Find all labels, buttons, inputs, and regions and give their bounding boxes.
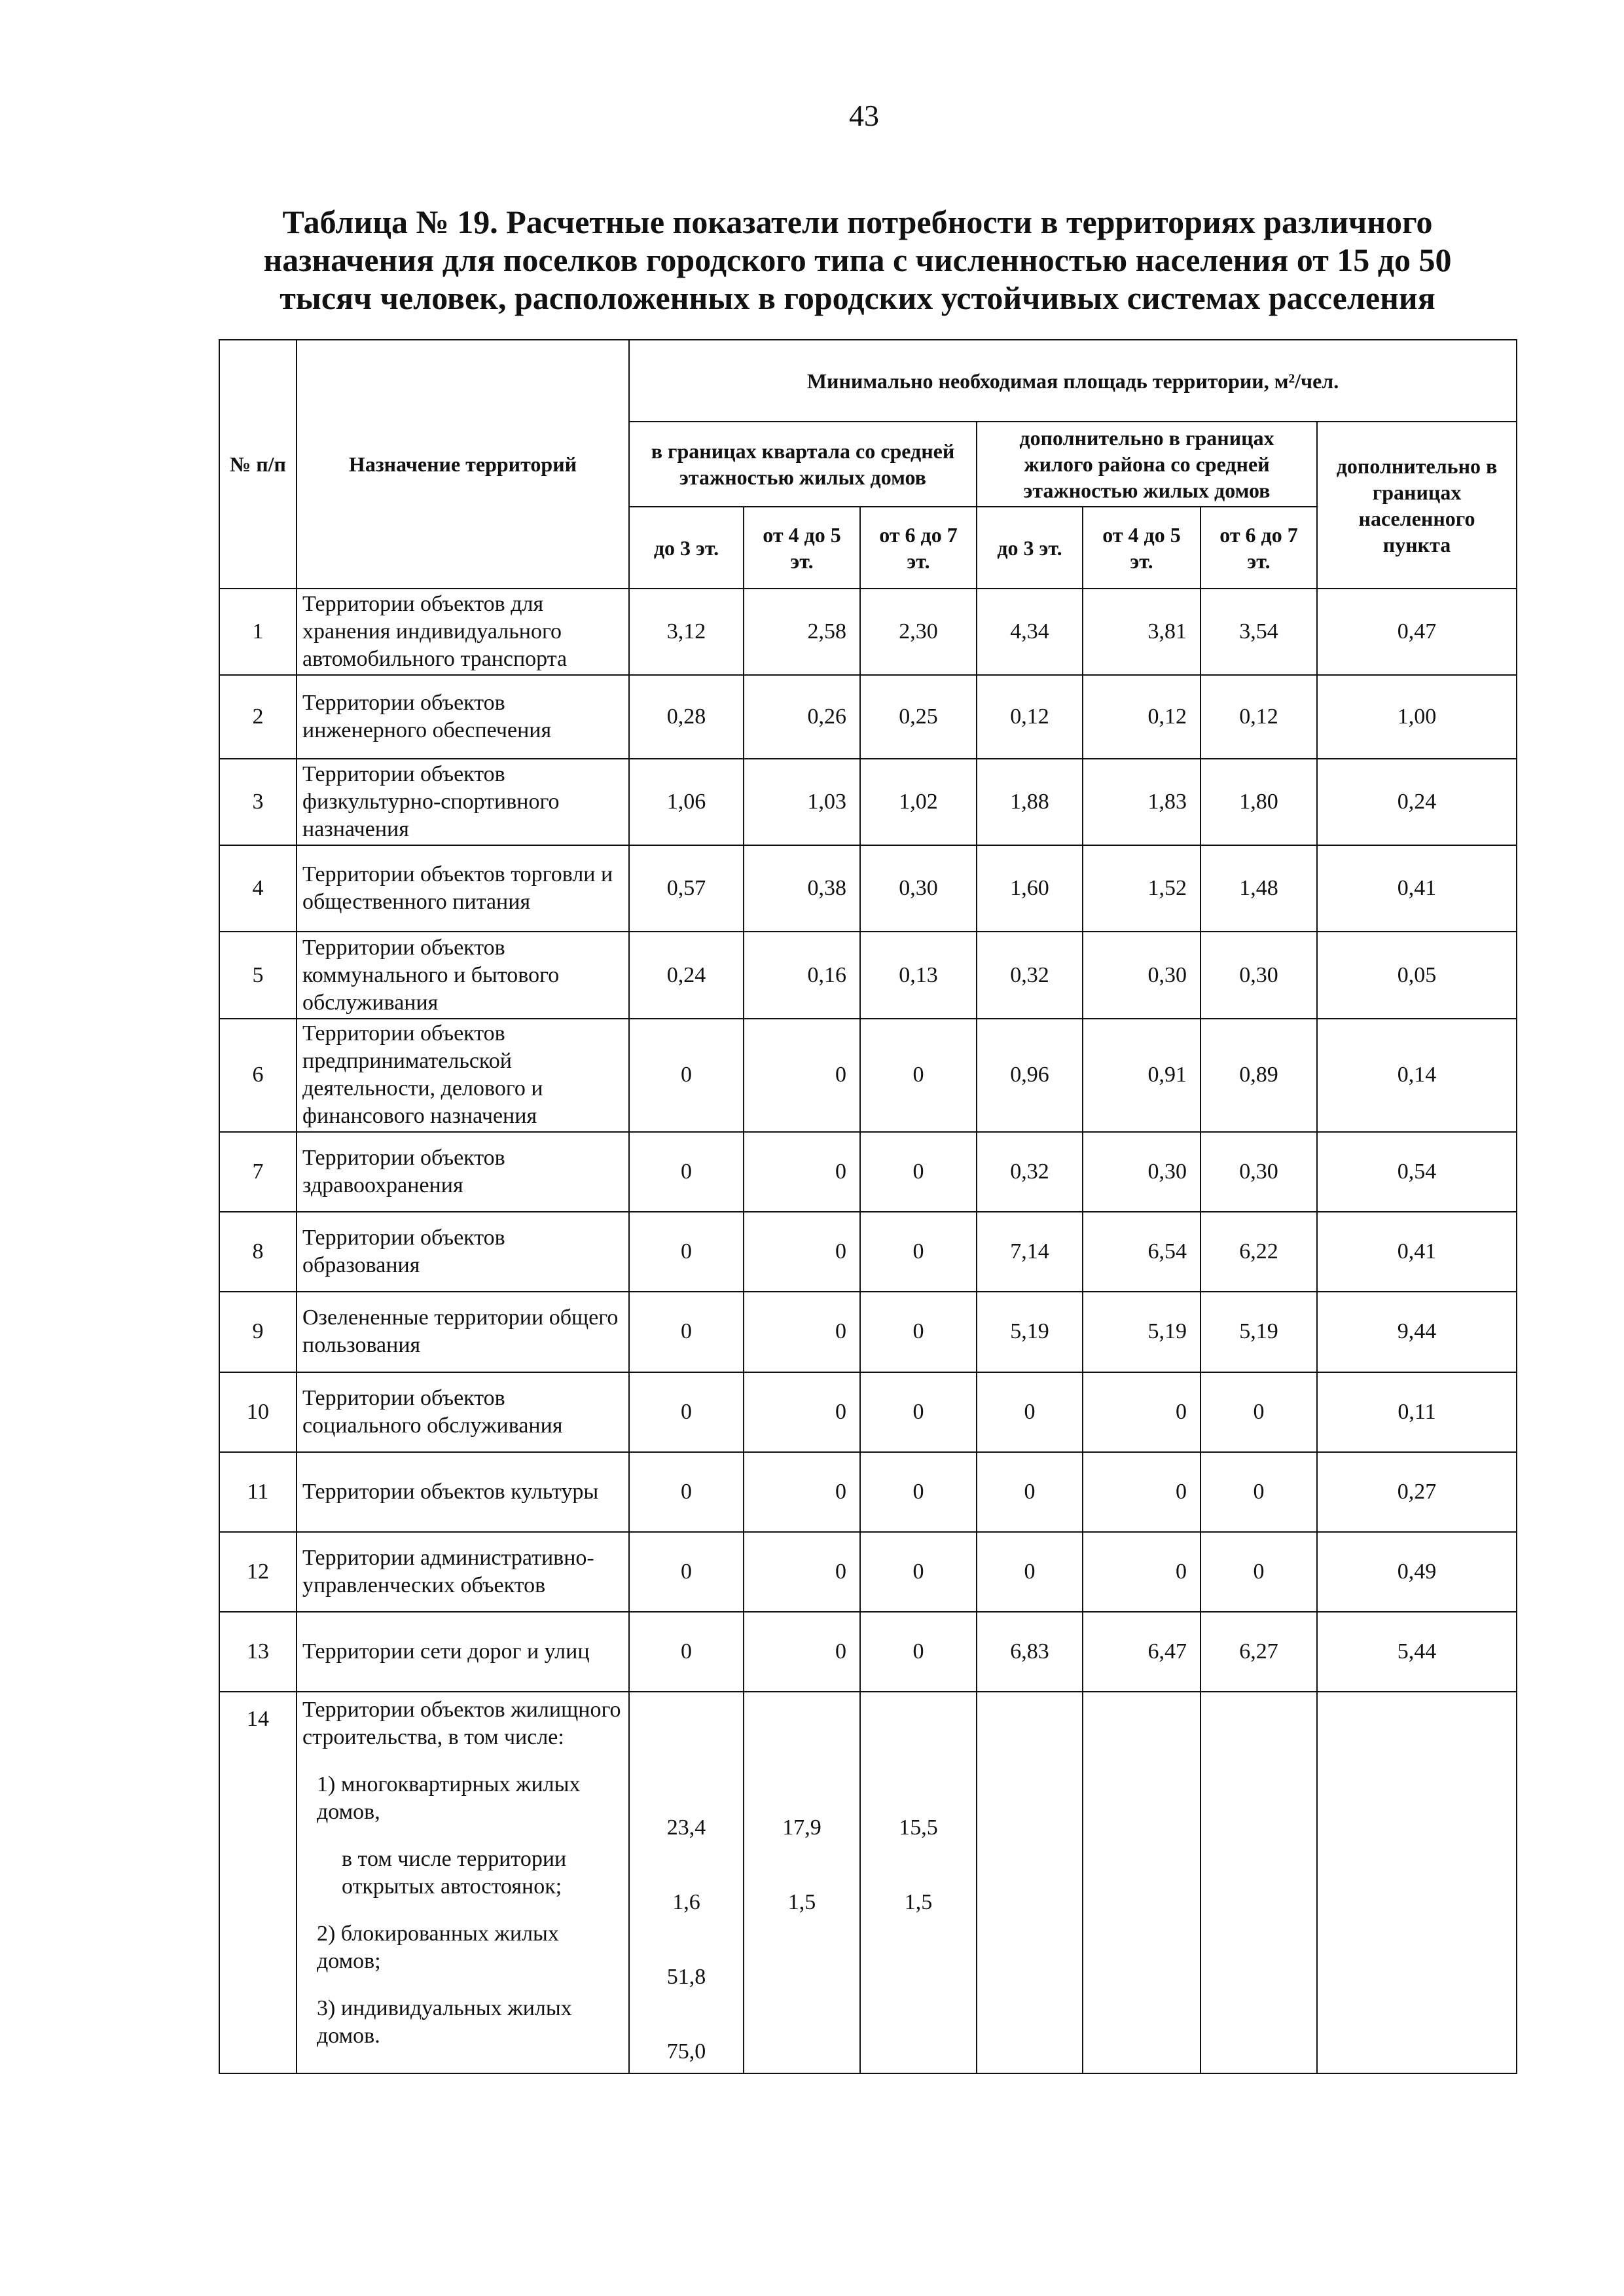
value-cell: 0	[1200, 1372, 1317, 1452]
value-cell: 0	[977, 1372, 1083, 1452]
value-cell: 1,5	[787, 1890, 816, 1915]
value-cell: 0	[977, 1532, 1083, 1612]
header-group-settlement: дополнительно в границах населенного пункта	[1317, 422, 1517, 589]
value-cell: 0,89	[1200, 1019, 1317, 1132]
value-cell: 1,48	[1200, 845, 1317, 932]
table-row	[219, 675, 1517, 758]
value-cell: 0,30	[1083, 1132, 1200, 1212]
value-cell: 5,44	[1317, 1612, 1517, 1692]
value-cell: 0	[744, 1612, 860, 1692]
page-number: 43	[849, 99, 879, 132]
value-cell: 0,30	[1200, 1132, 1317, 1212]
value-cell: 0,14	[1317, 1019, 1517, 1132]
value-cell: 0,12	[977, 675, 1083, 758]
value-cell: 0,16	[744, 932, 860, 1018]
value-cell: 0,24	[1317, 759, 1517, 845]
row-14-col2	[744, 1692, 860, 2073]
value-cell: 0	[860, 1452, 977, 1532]
value-cell: 0	[744, 1292, 860, 1372]
value-cell: 0	[1200, 1532, 1317, 1612]
row-number: 8	[219, 1212, 297, 1292]
row-name: Территории объектов коммунального и бытового обслуживания	[297, 932, 629, 1018]
row-number: 10	[219, 1372, 297, 1452]
value-cell: 0,38	[744, 845, 860, 932]
row-number: 14	[219, 1692, 297, 2073]
row-14-col1	[629, 1692, 744, 2073]
table-row	[219, 845, 1517, 932]
value-cell: 0,05	[1317, 932, 1517, 1018]
table-row	[219, 1212, 1517, 1292]
row-name: Территории объектов здравоохранения	[297, 1132, 629, 1212]
value-cell: 6,54	[1083, 1212, 1200, 1292]
table-row	[219, 589, 1517, 675]
row-number: 6	[219, 1019, 297, 1132]
table-row	[219, 1452, 1517, 1532]
value-cell: 0,91	[1083, 1019, 1200, 1132]
value-cell: 15,5	[899, 1815, 938, 1840]
value-cell: 4,34	[977, 589, 1083, 675]
row-number: 2	[219, 675, 297, 758]
value-cell: 1,02	[860, 759, 977, 845]
header-sub: от 4 до 5 эт.	[744, 507, 860, 589]
value-cell: 0	[744, 1532, 860, 1612]
value-cell: 0,41	[1317, 845, 1517, 932]
value-cell: 3,12	[629, 589, 744, 675]
value-cell: 3,54	[1200, 589, 1317, 675]
row-14-sub-a: 1) многоквартирных жилых домов,	[317, 1772, 581, 1825]
row-name: Территории объектов социального обслуживания	[297, 1372, 629, 1452]
table-row	[219, 759, 1517, 845]
table-row	[219, 1372, 1517, 1452]
value-cell: 2,30	[860, 589, 977, 675]
header-min-area: Минимально необходимая площадь территории, м²/чел.	[629, 340, 1517, 422]
row-14-name: Территории объектов жилищного строительства, в том числе:	[302, 1698, 621, 1750]
value-cell: 0	[629, 1372, 744, 1452]
value-cell: 0	[744, 1372, 860, 1452]
value-cell: 6,83	[977, 1612, 1083, 1692]
value-cell: 0,30	[860, 845, 977, 932]
value-cell: 0	[1083, 1372, 1200, 1452]
row-14-sub-b: в том числе территории открытых автостоянок;	[342, 1847, 567, 1899]
value-cell: 0,25	[860, 675, 977, 758]
value-cell: 3,81	[1083, 589, 1200, 675]
row-14-col3	[860, 1692, 977, 2073]
value-cell: 0	[1083, 1452, 1200, 1532]
row-name: Территории объектов для хранения индивидуального автомобильного транспорта	[297, 589, 629, 675]
value-cell: 51,8	[666, 1965, 706, 1990]
row-number: 1	[219, 589, 297, 675]
value-cell: 1,5	[904, 1890, 933, 1915]
value-cell: 5,19	[1200, 1292, 1317, 1372]
value-cell: 9,44	[1317, 1292, 1517, 1372]
value-cell: 0	[744, 1452, 860, 1532]
value-cell: 0	[629, 1212, 744, 1292]
row-number: 9	[219, 1292, 297, 1372]
value-cell: 0	[860, 1212, 977, 1292]
value-cell: 0	[1200, 1452, 1317, 1532]
value-cell: 0,30	[1200, 932, 1317, 1018]
row-number: 12	[219, 1532, 297, 1612]
row-name: Территории объектов образования	[297, 1212, 629, 1292]
row-14-sub-d: 3) индивидуальных жилых домов.	[317, 1996, 572, 2049]
value-cell: 0,47	[1317, 589, 1517, 675]
value-cell: 0,30	[1083, 932, 1200, 1018]
value-cell: 0	[629, 1452, 744, 1532]
header-num: № п/п	[219, 340, 297, 589]
header-sub: от 4 до 5 эт.	[1083, 507, 1200, 589]
value-cell: 1,88	[977, 759, 1083, 845]
value-cell: 0	[860, 1292, 977, 1372]
header-sub: до 3 эт.	[629, 507, 744, 589]
row-number: 11	[219, 1452, 297, 1532]
value-cell: 0	[860, 1532, 977, 1612]
table-row	[219, 1132, 1517, 1212]
header-sub: до 3 эт.	[977, 507, 1083, 589]
value-cell: 0,24	[629, 932, 744, 1018]
value-cell: 1,06	[629, 759, 744, 845]
value-cell: 0	[629, 1292, 744, 1372]
value-cell: 0,12	[1200, 675, 1317, 758]
value-cell: 0,32	[977, 1132, 1083, 1212]
value-cell: 1,6	[672, 1890, 700, 1915]
value-cell: 0,13	[860, 932, 977, 1018]
value-cell: 0,12	[1083, 675, 1200, 758]
value-cell: 1,80	[1200, 759, 1317, 845]
header-sub: от 6 до 7 эт.	[1200, 507, 1317, 589]
norms-table	[219, 339, 1517, 2074]
value-cell: 6,27	[1200, 1612, 1317, 1692]
empty-cell	[1083, 1692, 1200, 2073]
value-cell: 0,54	[1317, 1132, 1517, 1212]
row-number: 13	[219, 1612, 297, 1692]
header-group-district: дополнительно в границах жилого района со средней этажностью жилых домов	[977, 422, 1317, 507]
value-cell: 7,14	[977, 1212, 1083, 1292]
value-cell: 17,9	[782, 1815, 821, 1840]
value-cell: 0,32	[977, 932, 1083, 1018]
value-cell: 0	[860, 1132, 977, 1212]
row-name: Территории объектов культуры	[297, 1452, 629, 1532]
row-number: 4	[219, 845, 297, 932]
value-cell: 1,60	[977, 845, 1083, 932]
value-cell: 0	[860, 1612, 977, 1692]
value-cell: 0	[744, 1212, 860, 1292]
value-cell: 1,83	[1083, 759, 1200, 845]
value-cell: 0	[860, 1372, 977, 1452]
value-cell: 75,0	[666, 2039, 706, 2064]
value-cell: 0	[629, 1019, 744, 1132]
value-cell: 0,96	[977, 1019, 1083, 1132]
row-name: Территории объектов торговли и общественного питания	[297, 845, 629, 932]
row-name: Территории объектов физкультурно-спортивного назначения	[297, 759, 629, 845]
value-cell: 0,49	[1317, 1532, 1517, 1612]
value-cell: 0	[629, 1612, 744, 1692]
value-cell: 0,26	[744, 675, 860, 758]
value-cell: 0	[1083, 1532, 1200, 1612]
value-cell: 0,41	[1317, 1212, 1517, 1292]
table-row	[219, 1292, 1517, 1372]
table-row	[219, 932, 1517, 1018]
value-cell: 5,19	[977, 1292, 1083, 1372]
row-number: 7	[219, 1132, 297, 1212]
value-cell: 0,57	[629, 845, 744, 932]
row-name: Территории административно-управленческих объектов	[297, 1532, 629, 1612]
row-number: 3	[219, 759, 297, 845]
table-row-14	[219, 1692, 1517, 2073]
empty-cell	[1200, 1692, 1317, 2073]
row-14-sub-c: 2) блокированных жилых домов;	[317, 1922, 559, 1974]
row-name: Озелененные территории общего пользования	[297, 1292, 629, 1372]
value-cell: 0	[744, 1132, 860, 1212]
value-cell: 1,00	[1317, 675, 1517, 758]
value-cell: 0	[629, 1532, 744, 1612]
row-number: 5	[219, 932, 297, 1018]
value-cell: 6,47	[1083, 1612, 1200, 1692]
header-purpose: Назначение территорий	[297, 340, 629, 589]
header-group-quarter: в границах квартала со средней этажностью жилых домов	[629, 422, 977, 507]
value-cell: 1,52	[1083, 845, 1200, 932]
table-title: Таблица № 19. Расчетные показатели потребности в территориях различного назначения для поселков городского типа с численностью населения от 15 до 50 тысяч человек, расположенных в городских устойчивых системах расселения	[263, 204, 1452, 316]
value-cell: 0	[744, 1019, 860, 1132]
value-cell: 0	[977, 1452, 1083, 1532]
value-cell: 0,27	[1317, 1452, 1517, 1532]
value-cell: 1,03	[744, 759, 860, 845]
value-cell: 23,4	[666, 1815, 706, 1840]
value-cell: 0,28	[629, 675, 744, 758]
row-name	[297, 1692, 629, 2073]
table-row	[219, 1612, 1517, 1692]
header-sub: от 6 до 7 эт.	[860, 507, 977, 589]
value-cell: 6,22	[1200, 1212, 1317, 1292]
value-cell: 5,19	[1083, 1292, 1200, 1372]
value-cell: 0,11	[1317, 1372, 1517, 1452]
value-cell: 2,58	[744, 589, 860, 675]
empty-cell	[977, 1692, 1083, 2073]
row-name: Территории объектов предпринимательской деятельности, делового и финансового назначения	[297, 1019, 629, 1132]
empty-cell	[1317, 1692, 1517, 2073]
value-cell: 0	[629, 1132, 744, 1212]
table-row	[219, 1532, 1517, 1612]
table-row	[219, 1019, 1517, 1132]
value-cell: 0	[860, 1019, 977, 1132]
row-name: Территории сети дорог и улиц	[297, 1612, 629, 1692]
row-name: Территории объектов инженерного обеспечения	[297, 675, 629, 758]
